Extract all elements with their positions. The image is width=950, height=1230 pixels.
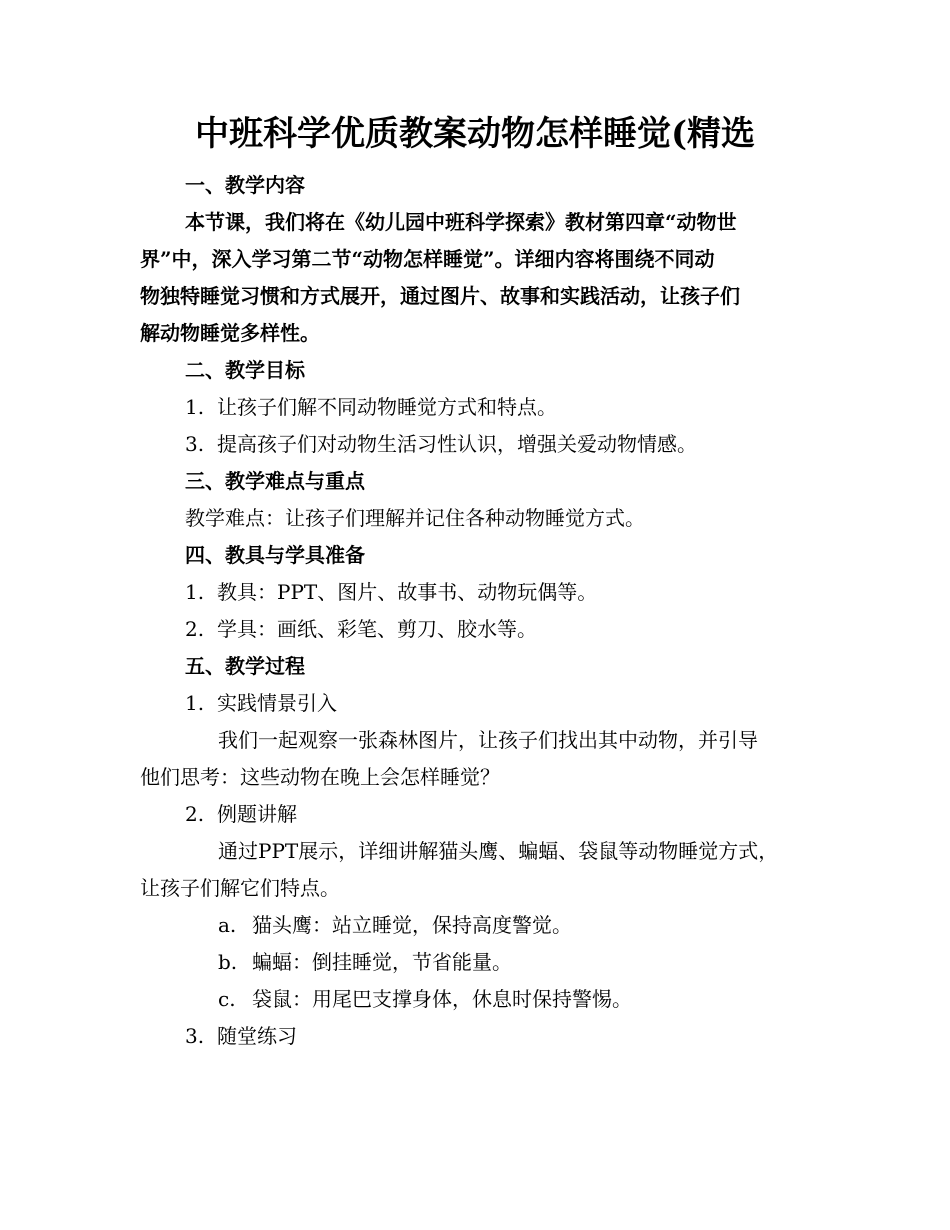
step-paragraph-line: 他们思考：这些动物在晚上会怎样睡觉？ [140,765,500,789]
process-step-label: 随堂练习 [217,1024,297,1048]
process-step [185,1021,297,1051]
content-paragraph-line: 物独特睡觉习惯和方式展开，通过图片、故事和实践活动，让孩子们 [140,284,740,308]
process-step [185,688,337,718]
list-item-number: 3. [185,432,205,456]
process-step-number: 1. [185,691,205,715]
sub-list-letter: a. [218,913,237,937]
process-step-number: 2. [185,802,205,826]
section-heading-objectives: 二、教学目标 [185,358,305,382]
step-paragraph-line: 我们一起观察一张森林图片，让孩子们找出其中动物，并引导 [218,728,758,752]
process-step-label: 例题讲解 [217,802,297,826]
list-item-number: 1. [185,395,205,419]
list-item-number: 2. [185,617,205,641]
list-item [185,429,697,459]
difficulty-text: 教学难点：让孩子们理解并记住各种动物睡觉方式。 [185,506,645,530]
step-paragraph-line: 让孩子们解它们特点。 [140,876,340,900]
list-item [185,577,597,607]
sub-list-item [218,910,572,940]
process-step-number: 3. [185,1024,205,1048]
section-heading-difficulties: 三、教学难点与重点 [185,469,365,493]
content-paragraph-line: 解动物睡觉多样性。 [140,321,320,345]
sub-list-text: 蝙蝠：倒挂睡觉，节省能量。 [252,950,512,974]
content-paragraph-line: 界”中，深入学习第二节“动物怎样睡觉”。详细内容将围绕不同动 [140,247,715,271]
section-heading-process: 五、教学过程 [185,654,305,678]
list-item-number: 1. [185,580,205,604]
list-item [185,614,537,644]
process-step-label: 实践情景引入 [217,691,337,715]
list-item-text: 让孩子们解不同动物睡觉方式和特点。 [217,395,557,419]
sub-list-text: 猫头鹰：站立睡觉，保持高度警觉。 [252,913,572,937]
step-paragraph-line: 通过PPT展示，详细讲解猫头鹰、蝙蝠、袋鼠等动物睡觉方式， [218,839,779,863]
process-step [185,799,297,829]
sub-list-item [218,947,512,977]
document-title: 中班科学优质教案动物怎样睡觉(精选 [194,114,756,154]
sub-list-letter: b. [218,950,238,974]
list-item-text: 提高孩子们对动物生活习性认识，增强关爱动物情感。 [217,432,697,456]
section-heading-materials: 四、教具与学具准备 [185,543,365,567]
sub-list-letter: c. [218,987,236,1011]
sub-list-text: 袋鼠：用尾巴支撑身体，休息时保持警惕。 [252,987,632,1011]
list-item-text: 教具：PPT、图片、故事书、动物玩偶等。 [217,580,598,604]
sub-list-item [218,984,632,1014]
list-item [185,392,557,422]
list-item-text: 学具：画纸、彩笔、剪刀、胶水等。 [217,617,537,641]
section-heading-content: 一、教学内容 [185,173,305,197]
content-paragraph-line: 本节课，我们将在《幼儿园中班科学探索》教材第四章“动物世 [185,210,737,234]
